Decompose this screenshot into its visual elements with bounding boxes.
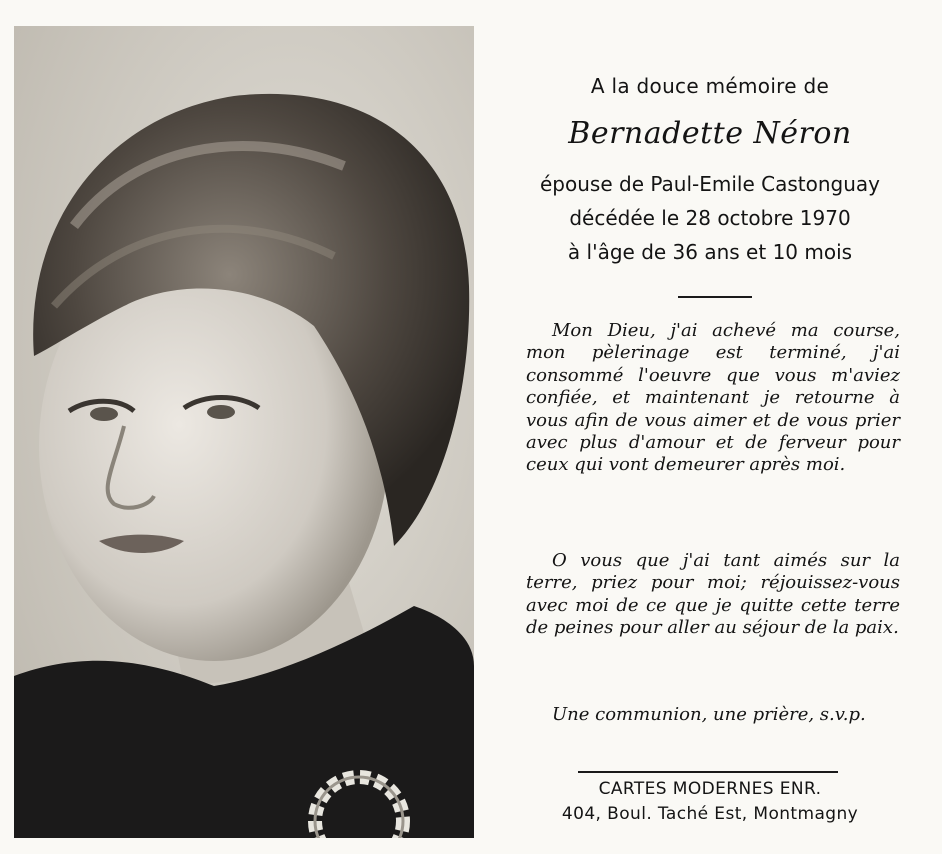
- card-text: [500, 0, 920, 854]
- printer-address: 404, Boul. Taché Est, Montmagny: [561, 804, 859, 824]
- printer-divider: [578, 771, 838, 773]
- divider: [678, 296, 752, 298]
- prayer-request: Une communion, une prière, s.v.p.: [552, 704, 866, 725]
- intro-line: A la douce mémoire de: [590, 74, 830, 98]
- spouse-line: épouse de Paul-Emile Castonguay: [540, 172, 880, 196]
- deceased-name: Bernadette Néron: [568, 116, 852, 151]
- prayer-paragraph: Mon Dieu, j'ai achevé ma course, mon pèlerinage est terminé, j'ai consommé l'oeuvre que vous m'aviez confiée, et maintenant je retourne à vous afin de vous aimer et de vous prier avec plus d'amour et de ferveur pour ceux qui vont demeurer après moi.: [526, 320, 900, 476]
- printer-name: CARTES MODERNES ENR.: [598, 779, 822, 799]
- prayer-paragraph: O vous que j'ai tant aimés sur la terre, priez pour moi; réjouissez-vous avec moi de ce que je quitte cette terre de peines pour aller au séjour de la paix.: [526, 550, 900, 639]
- age-line: à l'âge de 36 ans et 10 mois: [567, 240, 853, 264]
- death-date-line: décédée le 28 octobre 1970: [569, 206, 851, 230]
- portrait-photo: [14, 26, 474, 838]
